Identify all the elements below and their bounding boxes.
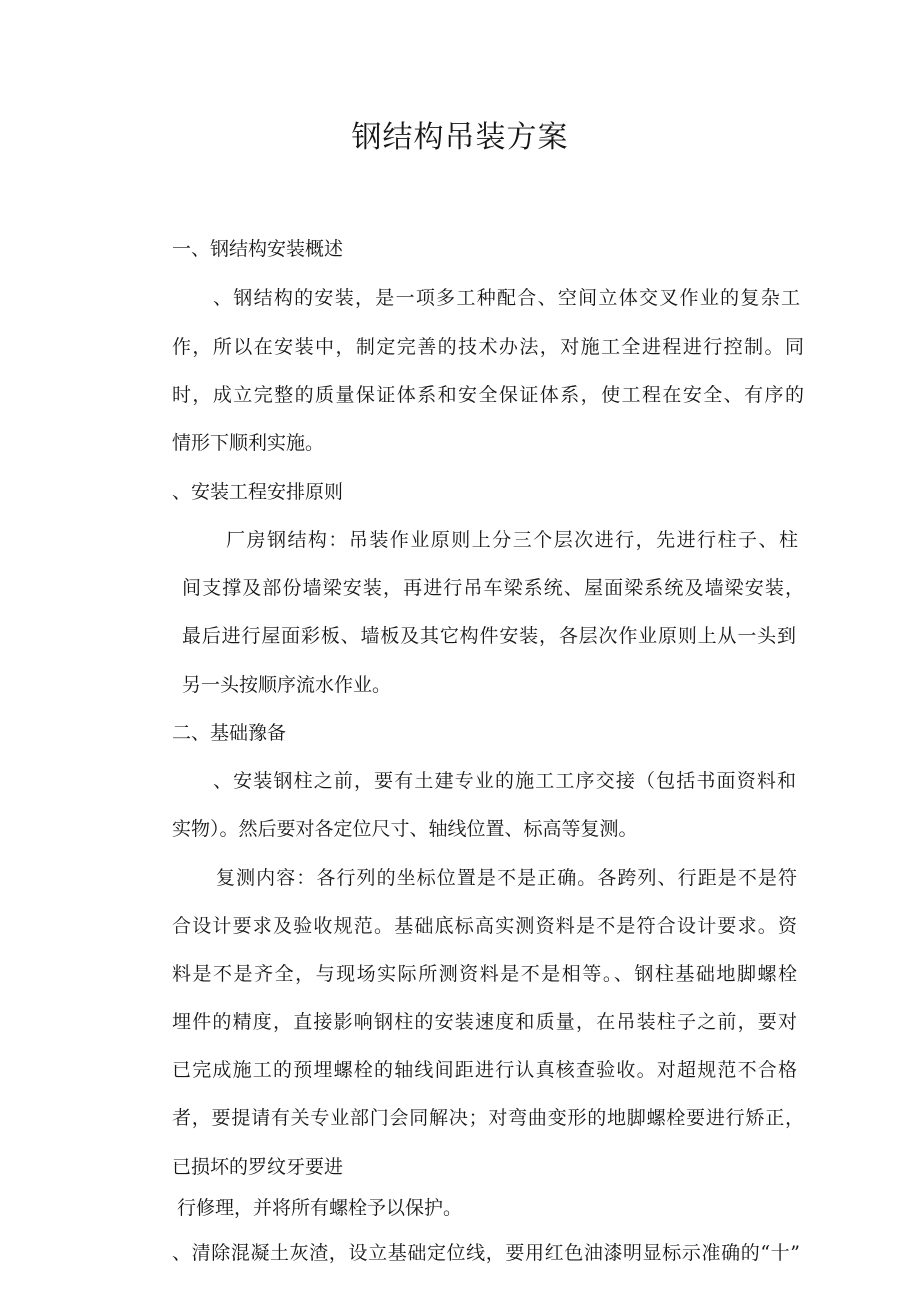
paragraph-line: 者，要提请有关专业部门会同解决；对弯曲变形的地脚螺栓要进行矫正，: [172, 1107, 804, 1129]
document-title: 钢结构吊装方案: [351, 120, 569, 155]
paragraph-line: 实物）。然后要对各定位尺寸、轴线位置、标高等复测。: [172, 818, 638, 840]
paragraph-line: 情形下顺利实施。: [172, 432, 325, 454]
paragraph-line: 、钢结构的安装，是一项多工种配合、空间立体交叉作业的复杂工: [213, 287, 800, 309]
paragraph-line: 厂房钢结构：吊装作业原则上分三个层次进行，先进行柱子、柱: [226, 529, 798, 551]
section-heading-principles: 、安装工程安排原则: [172, 481, 344, 503]
section-heading-overview: 一、钢结构安装概述: [172, 238, 344, 260]
paragraph-line: 埋件的精度，直接影响钢柱的安装速度和质量，在吊装柱子之前，要对: [172, 1011, 797, 1033]
section-heading-foundation: 二、基础豫备: [172, 722, 287, 744]
paragraph-line: 已完成施工的预埋螺栓的轴线间距进行认真核查验收。对超规范不合格: [172, 1059, 797, 1081]
paragraph-line: 、安装钢柱之前，要有土建专业的施工工序交接（包括书面资料和: [213, 770, 796, 792]
paragraph-line: 复测内容：各行列的坐标位置是不是正确。各跨列、行距是不是符: [216, 867, 797, 889]
paragraph-line: 另一头按顺序流水作业。: [182, 674, 392, 696]
paragraph-line: 最后进行屋面彩板、墙板及其它构件安装，各层次作业原则上从一头到: [182, 625, 796, 647]
paragraph-line: 料是不是齐全，与现场实际所测资料是不是相等。、钢柱基础地脚螺栓: [172, 963, 797, 985]
paragraph-line: 已损坏的罗纹牙要进: [172, 1156, 344, 1178]
paragraph-line: 行修理，并将所有螺栓予以保护。: [177, 1197, 463, 1219]
paragraph-line: 、清除混凝土灰渣，设立基础定位线，要用红色油漆明显标示准确的“十”: [172, 1242, 800, 1264]
paragraph-line: 合设计要求及验收规范。基础底标高实测资料是不是符合设计要求。资: [172, 915, 797, 937]
paragraph-line: 时，成立完整的质量保证体系和安全保证体系，使工程在安全、有序的: [172, 384, 804, 406]
paragraph-line: 作，所以在安装中，制定完善的技术办法，对施工全进程进行控制。同: [172, 336, 804, 358]
paragraph-line: 间支撑及部份墙梁安装，再进行吊车梁系统、屋面梁系统及墙梁安装，: [182, 577, 804, 599]
